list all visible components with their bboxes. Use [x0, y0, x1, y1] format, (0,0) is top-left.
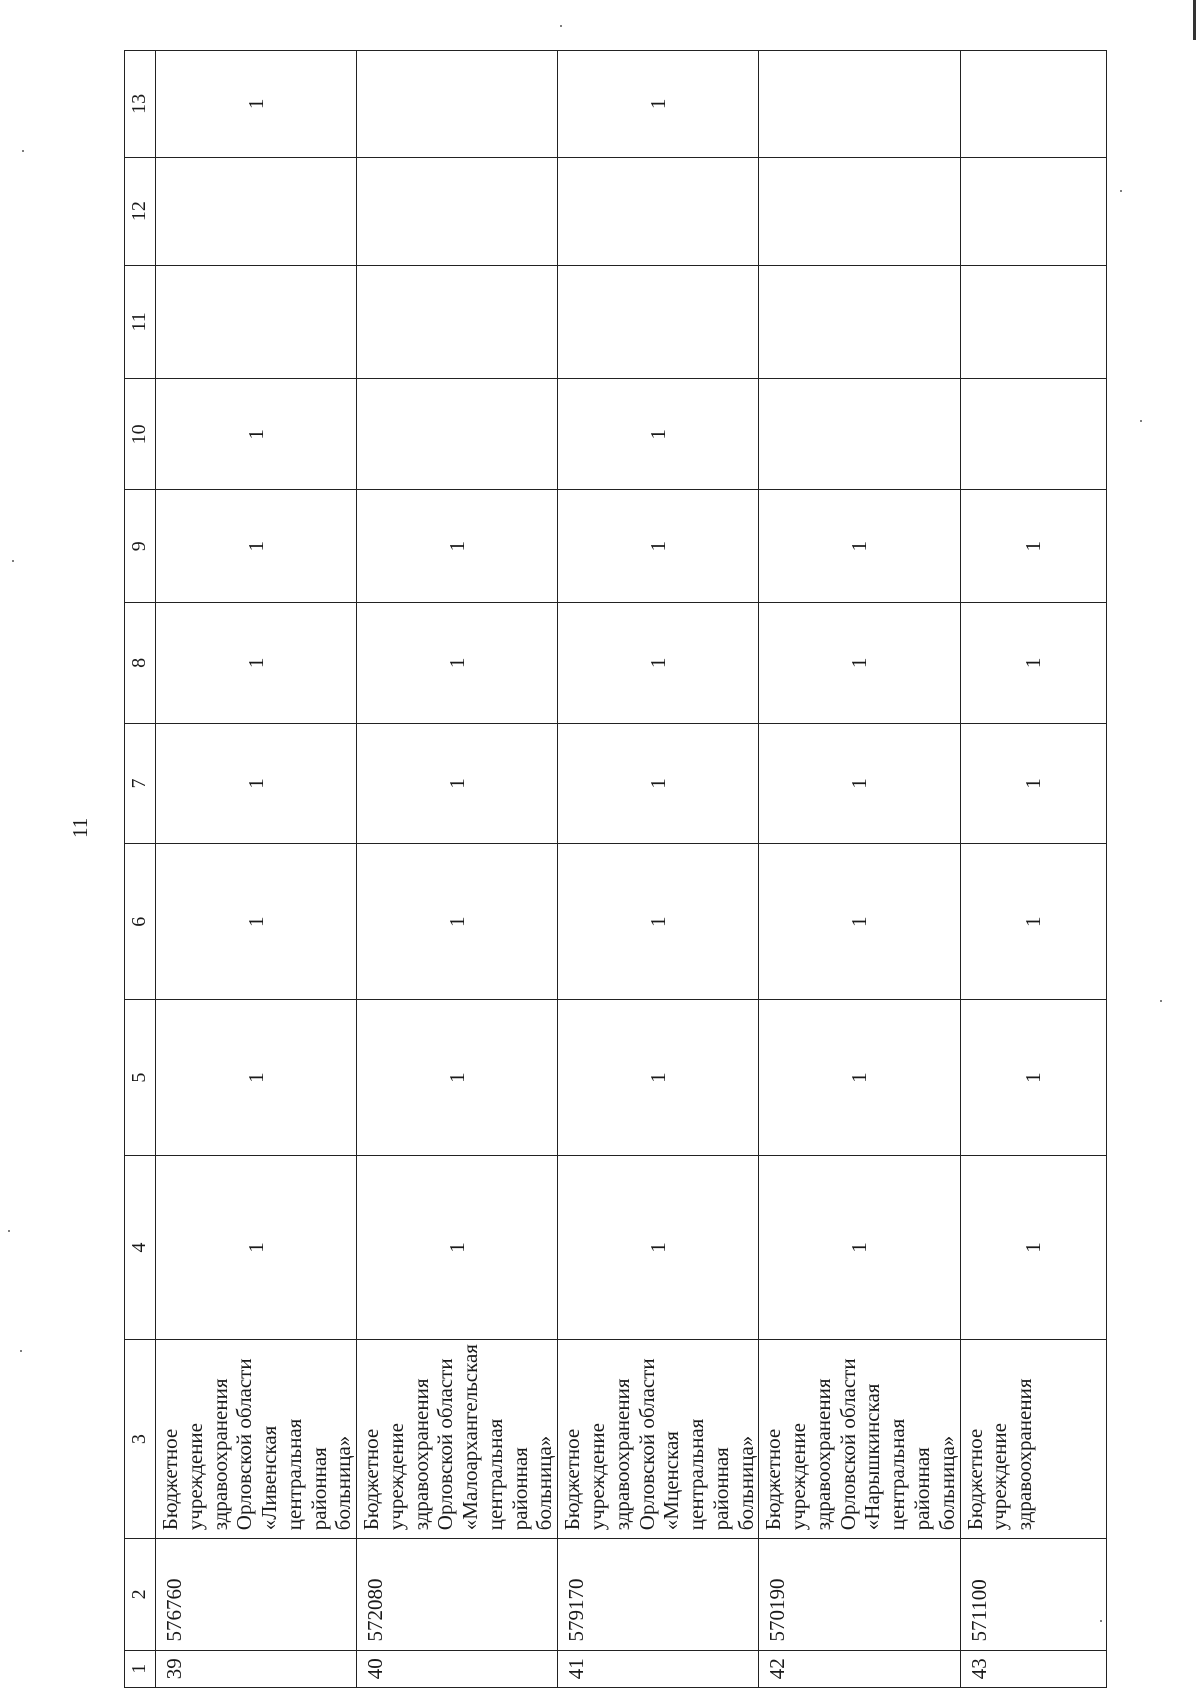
institution-code: 576760 [156, 1539, 357, 1650]
column-header-8: 8 [125, 602, 156, 723]
column-header-11: 11 [125, 265, 156, 379]
table-cell-col-4: 1 [759, 1156, 960, 1340]
row-number: 40 [357, 1650, 558, 1687]
column-header-1: 1 [125, 1650, 156, 1687]
table-cell-col-11 [357, 265, 558, 379]
table-cell-col-12 [558, 157, 759, 265]
table-cell-col-8: 1 [558, 602, 759, 723]
table-cell-col-11 [156, 265, 357, 379]
table-cell-col-12 [357, 157, 558, 265]
column-header-6: 6 [125, 844, 156, 1000]
table-cell-col-4: 1 [558, 1156, 759, 1340]
table-cell-col-11 [759, 265, 960, 379]
table-cell-col-10: 1 [558, 379, 759, 490]
row-number: 42 [759, 1650, 960, 1687]
table-cell-col-7: 1 [156, 723, 357, 844]
table-cell-col-7: 1 [357, 723, 558, 844]
table-cell-col-11 [960, 265, 1106, 379]
scan-speck [22, 150, 24, 152]
table-cell-col-10 [357, 379, 558, 490]
table-cell-col-4: 1 [156, 1156, 357, 1340]
rotated-table-container [124, 50, 1060, 1688]
table-cell-col-6: 1 [558, 844, 759, 1000]
table-cell-col-6: 1 [156, 844, 357, 1000]
table-cell-col-9: 1 [759, 490, 960, 602]
table-cell-col-10: 1 [156, 379, 357, 490]
institution-code: 572080 [357, 1539, 558, 1650]
table-cell-col-12 [759, 157, 960, 265]
table-cell-col-12 [156, 157, 357, 265]
page-number: 11 [68, 817, 92, 838]
scan-speck [8, 1230, 10, 1232]
table-row [960, 51, 1106, 1688]
institution-name: Бюджетное учреждение здравоохранения [960, 1340, 1106, 1539]
row-number: 41 [558, 1650, 759, 1687]
table-cell-col-8: 1 [357, 602, 558, 723]
row-number: 43 [960, 1650, 1106, 1687]
table-cell-col-4: 1 [357, 1156, 558, 1340]
column-header-9: 9 [125, 490, 156, 602]
column-header-3: 3 [125, 1340, 156, 1539]
scan-speck [12, 560, 14, 562]
data-table [124, 50, 1107, 1688]
table-cell-col-5: 1 [156, 1000, 357, 1156]
table-cell-col-13 [759, 51, 960, 158]
column-header-2: 2 [125, 1539, 156, 1650]
header-row [125, 51, 156, 1688]
table-cell-col-5: 1 [960, 1000, 1106, 1156]
institution-name: Бюджетное учреждение здравоохранения Орловской области «Малоархангельская центральная районная больница» [357, 1340, 558, 1539]
table-row [357, 51, 558, 1688]
scan-speck [560, 25, 562, 27]
column-header-4: 4 [125, 1156, 156, 1340]
table-cell-col-4: 1 [960, 1156, 1106, 1340]
institution-name: Бюджетное учреждение здравоохранения Орловской области «Мценская центральная районная больница» [558, 1340, 759, 1539]
institution-name: Бюджетное учреждение здравоохранения Орловской области «Ливенская центральная районная больница» [156, 1340, 357, 1539]
table-cell-col-13: 1 [156, 51, 357, 158]
column-header-10: 10 [125, 379, 156, 490]
table-cell-col-7: 1 [558, 723, 759, 844]
table-cell-col-6: 1 [357, 844, 558, 1000]
table-cell-col-13 [357, 51, 558, 158]
column-header-5: 5 [125, 1000, 156, 1156]
row-number: 39 [156, 1650, 357, 1687]
table-row [156, 51, 357, 1688]
table-row [759, 51, 960, 1688]
scan-edge-mark [1193, 0, 1196, 40]
table-cell-col-13 [960, 51, 1106, 158]
table-cell-col-11 [558, 265, 759, 379]
table-cell-col-8: 1 [759, 602, 960, 723]
table-cell-col-12 [960, 157, 1106, 265]
table-cell-col-5: 1 [558, 1000, 759, 1156]
column-header-12: 12 [125, 157, 156, 265]
table-cell-col-9: 1 [960, 490, 1106, 602]
table-cell-col-10 [960, 379, 1106, 490]
table-cell-col-9: 1 [156, 490, 357, 602]
institution-code: 579170 [558, 1539, 759, 1650]
table-row [558, 51, 759, 1688]
institution-name: Бюджетное учреждение здравоохранения Орловской области «Нарышкинская центральная районная больница» [759, 1340, 960, 1539]
table-cell-col-9: 1 [558, 490, 759, 602]
scan-speck [1140, 420, 1142, 422]
table-cell-col-6: 1 [960, 844, 1106, 1000]
table-cell-col-5: 1 [759, 1000, 960, 1156]
scan-speck [20, 1350, 22, 1352]
institution-code: 570190 [759, 1539, 960, 1650]
table-cell-col-8: 1 [960, 602, 1106, 723]
scan-speck [1160, 1000, 1162, 1002]
column-header-13: 13 [125, 51, 156, 158]
table-cell-col-13: 1 [558, 51, 759, 158]
table-cell-col-9: 1 [357, 490, 558, 602]
scan-speck [1120, 190, 1122, 192]
table-cell-col-6: 1 [759, 844, 960, 1000]
table-cell-col-7: 1 [960, 723, 1106, 844]
scan-speck [1100, 1620, 1102, 1622]
table-body [156, 51, 1107, 1688]
column-header-7: 7 [125, 723, 156, 844]
institution-code: 571100 [960, 1539, 1106, 1650]
table-cell-col-10 [759, 379, 960, 490]
table-cell-col-5: 1 [357, 1000, 558, 1156]
table-cell-col-7: 1 [759, 723, 960, 844]
table-cell-col-8: 1 [156, 602, 357, 723]
